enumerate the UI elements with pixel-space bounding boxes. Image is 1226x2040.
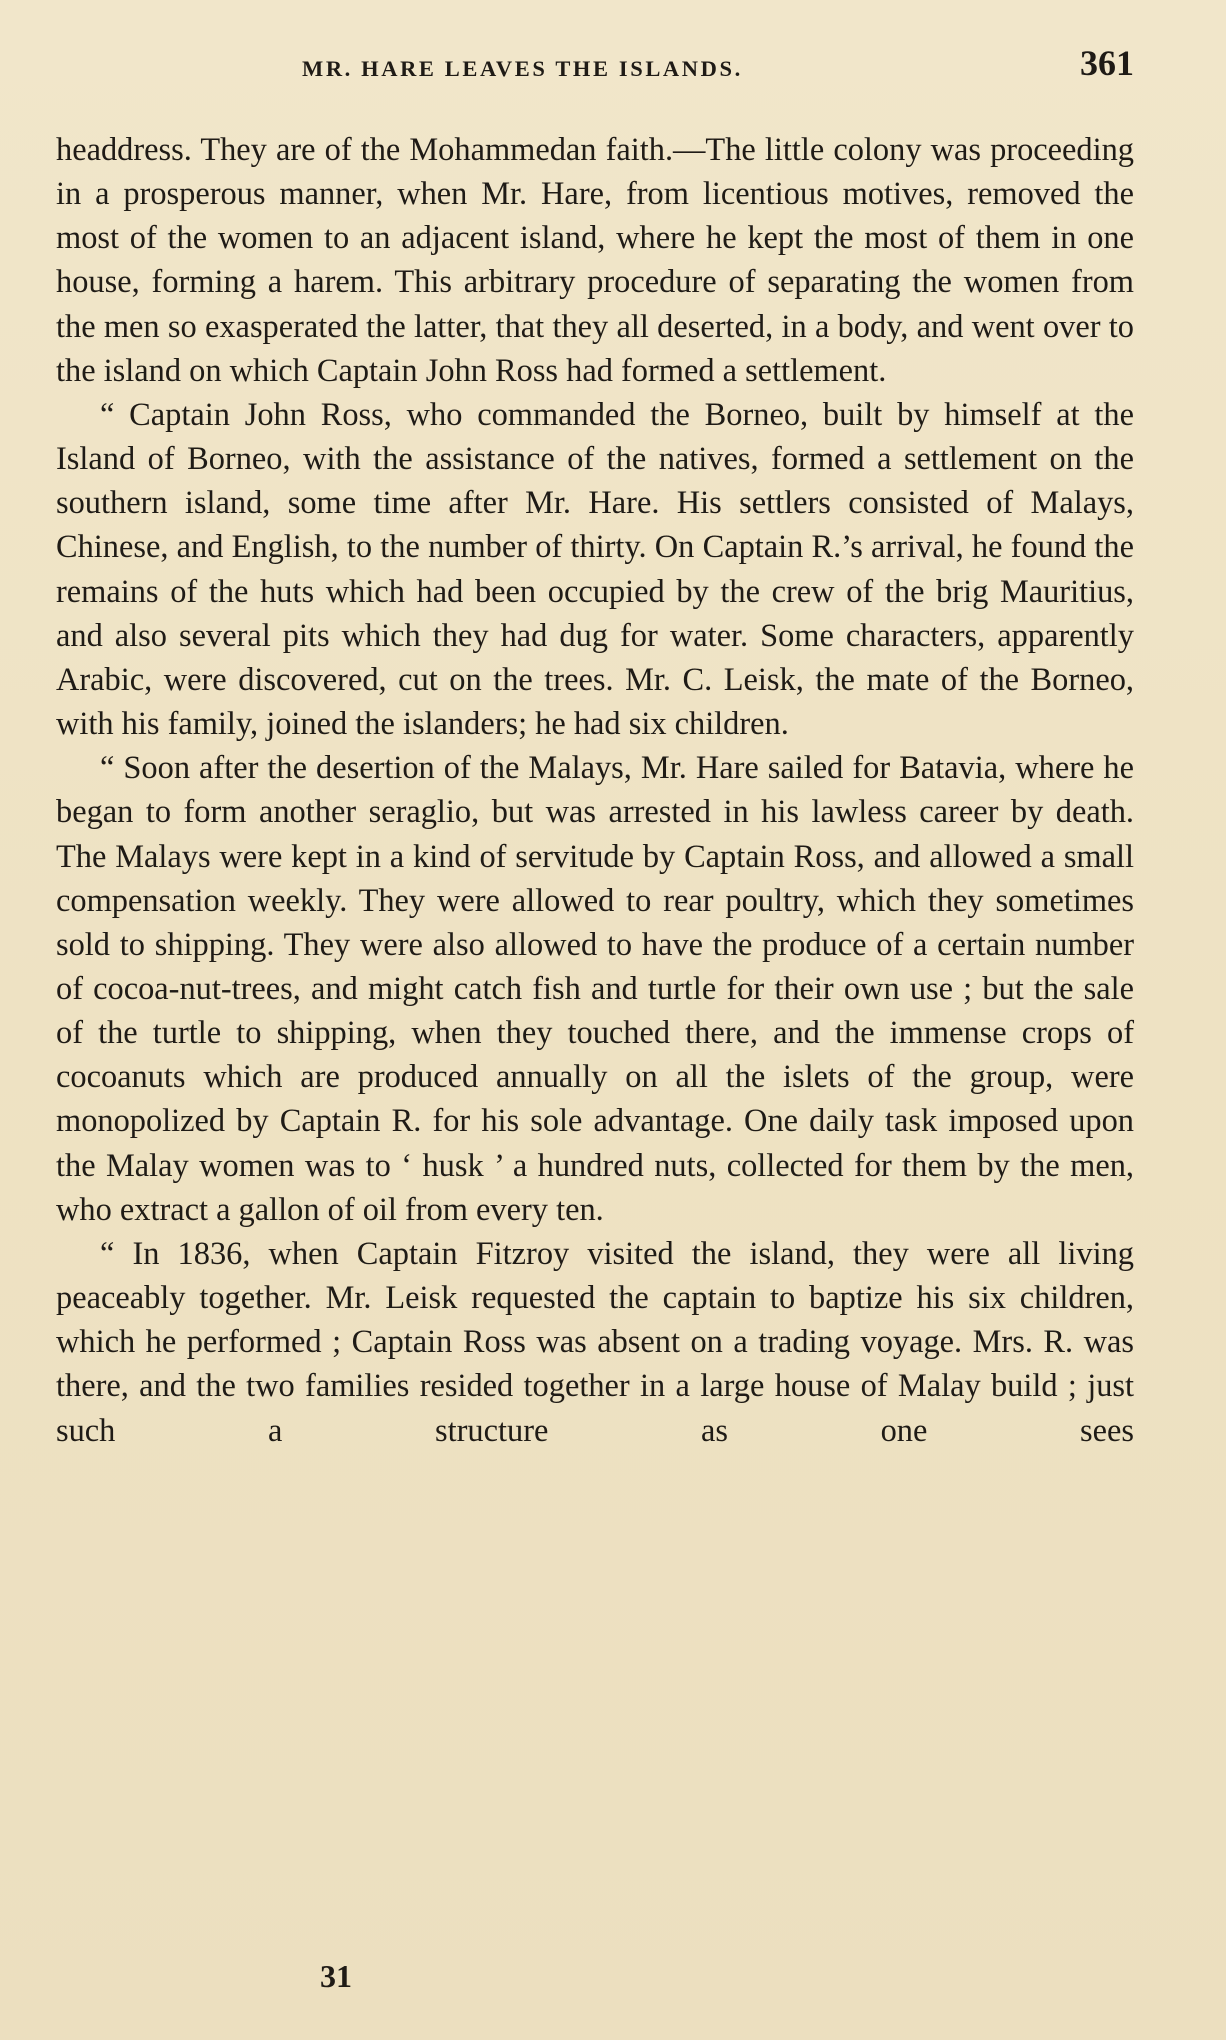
paragraph-4: “ In 1836, when Captain Fitzroy visited the island, they were all living peaceably together. Mr. Leisk requested the captain to baptize his six children, which he performed ; Captain Ross was absent on a trading voyage. Mrs. R. was there, and the two families resided together in a large house of Malay build ; just such a structure as one sees xyxy=(56,1235,1134,1449)
paragraph-3: “ Soon after the desertion of the Malays, Mr. Hare sailed for Batavia, where he began to form another seraglio, but was arrested in his lawless career by death. The Malays were kept in a kind of servitude by Captain Ross, and allowed a small compensation weekly. They were allowed to rear poultry, which they sometimes sold to shipping. They were also allowed to have the produce of a certain number of cocoa-nut-trees, and might catch fish and turtle for their own use ; but the sale of the turtle to shipping, when they touched there, and the immense crops of cocoanuts which are produced annually on all the islets of the group, were monopolized by Captain R. for his sole advantage. One daily task imposed upon the Malay women was to ‘ husk ’ a hundred nuts, collected for them by the men, who extract a gallon of oil from every ten. xyxy=(56,750,1134,1228)
paragraph-2: “ Captain John Ross, who commanded the Borneo, built by himself at the Island of Borneo, with the assistance of the natives, formed a settlement on the southern island, some time after Mr. Hare. His settlers consisted of Malays, Chinese, and English, to the number of thirty. On Captain R.’s arrival, he found the remains of the huts which had been occupied by the crew of the brig Mauritius, and also several pits which they had dug for water. Some characters, apparently Arabic, were discovered, cut on the trees. Mr. C. Leisk, the mate of the Borneo, with his family, joined the islanders; he had six children. xyxy=(56,396,1134,743)
signature-mark: 31 xyxy=(320,1958,352,1994)
page-header xyxy=(56,42,1134,92)
body-text xyxy=(56,128,1134,1453)
page-number: 361 xyxy=(1080,43,1134,83)
running-head: MR. HARE LEAVES THE ISLANDS. xyxy=(302,56,743,81)
paragraph-1: headdress. They are of the Mohammedan faith.—The little colony was proceeding in a prosperous manner, when Mr. Hare, from licentious motives, removed the most of the women to an adjacent island, where he kept the most of them in one house, forming a harem. This arbitrary procedure of separating the women from the men so exasperated the latter, that they all deserted, in a body, and went over to the island on which Captain John Ross had formed a settlement. xyxy=(56,132,1134,389)
